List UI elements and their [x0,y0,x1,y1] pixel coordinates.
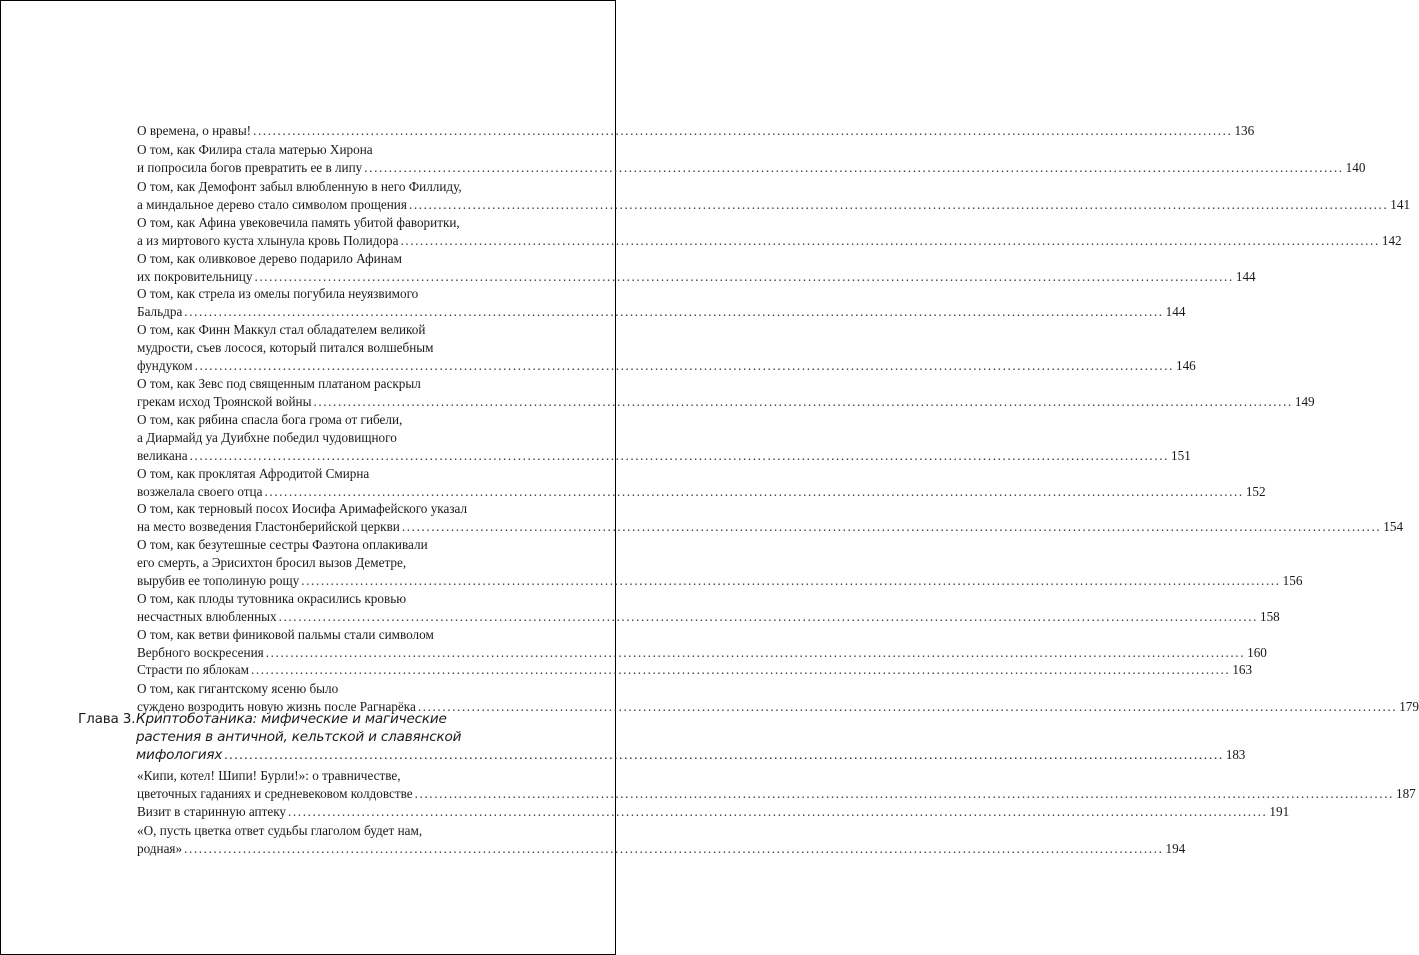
toc-page-number: 179 [1399,699,1419,715]
toc-entry-demofont[interactable] [137,178,1411,214]
toc-page-number: 136 [1234,123,1255,138]
toc-entry-olive[interactable] [137,250,1256,286]
toc-entry-title: Визит в старинную аптеку [137,804,287,819]
leader-dots: ........................................................................................................................................................................................................ [189,448,1169,464]
toc-entry-title: и попросила богов превратить ее в липу [137,160,363,176]
toc-entry-title: а из миртового куста хлынула кровь Полидора [137,233,399,249]
toc-page-number: 156 [1282,573,1303,589]
leader-dots: ........................................................................................................................................................................................................ [184,304,1164,320]
toc-page-number: 151 [1171,448,1191,464]
leader-dots: ........................................................................................................................................................................................................ [313,394,1293,410]
toc-entry-title: грекам исход Троянской войны [137,394,312,410]
leader-dots: ........................................................................................................................................................................................................ [400,233,1380,249]
leader-dots: ........................................................................................................................................................................................................ [301,573,1281,589]
toc-entry-title: Страсти по яблокам [137,662,249,677]
leader-dots: ........................................................................................................................................................................................................ [288,804,1268,819]
toc-entry-baldr[interactable] [137,285,1186,321]
toc-entry-line: его смерть, а Эрисихтон бросил вызов Деметре, [137,555,407,571]
toc-entry-line: О том, как оливковое дерево подарило Афинам [137,251,402,266]
toc-page-number: 154 [1383,519,1404,535]
toc-entry-title: цветочных гаданиях и средневековом колдовстве [137,786,413,802]
toc-page-number: 187 [1395,786,1416,802]
toc-entry-filira[interactable] [137,141,1366,177]
toc-entry-line: О том, как безутешные сестры Фаэтона оплакивали [137,537,428,552]
leader-dots: ........................................................................................................................................................................................................ [278,609,1258,625]
leader-dots: ........................................................................................................................................................................................................ [417,699,1398,715]
toc-page-number: 160 [1247,645,1267,661]
toc-page-number: 140 [1345,160,1366,176]
toc-entry-iosif[interactable] [137,500,1404,536]
toc-page-number: 194 [1165,841,1186,857]
toc-entry-line: О том, как Финн Маккул стал обладателем великой [137,322,426,337]
toc-page-number: 158 [1259,609,1280,625]
leader-dots: ........................................................................................................................................................................................................ [364,160,1344,176]
toc-page-number: 149 [1294,394,1315,410]
toc-entry-title: О времена, о нравы! [137,123,252,138]
leader-dots: ........................................................................................................................................................................................................ [264,484,1244,500]
toc-entry-title: Бальдра [137,304,183,320]
toc-entry-title: их покровительницу [137,269,253,285]
toc-page-number: 146 [1175,358,1196,374]
toc-entry-line: О том, как ветви финиковой пальмы стали символом [137,627,434,642]
toc-entry-rowan[interactable] [137,411,1191,466]
toc-page-number: 152 [1245,484,1266,500]
toc-entry-afina-mirt[interactable] [137,214,1402,250]
toc-entry-title: великана [137,448,188,464]
chapter-title-line: растения в античной, кельтской и славянской [136,728,462,745]
toc-entry-title: а миндальное дерево стало символом прощения [137,197,407,213]
toc-entry-title: возжелала своего отца [137,484,263,500]
toc-entry-kipi-kotel[interactable] [137,767,1416,803]
toc-entry-line: мудрости, съев лосося, который питался волшебным [137,340,434,356]
toc-page-number: 142 [1381,233,1402,249]
toc-entry-title: фундуком [137,358,193,374]
toc-page-number: 141 [1390,197,1411,213]
toc-entry-line: О том, как рябина спасла бога грома от гибели, [137,412,403,427]
toc-entry-line: О том, как Демофонт забыл влюбленную в него Филлиду, [137,179,462,194]
toc-page-number: 144 [1165,304,1186,320]
leader-dots: ........................................................................................................................................................................................................ [253,123,1233,138]
chapter-title-line: Криптоботаника: мифические и магические [136,711,447,727]
toc-entry-line: О том, как Афина увековечила память убитой фаворитки, [137,215,460,230]
toc-entry-line: О том, как Филира стала матерью Хирона [137,142,373,157]
toc-entry-title: на место возведения Гластонберийской церкви [137,519,400,535]
toc-entry-title: родная» [137,841,183,857]
toc-entry-title: суждено возродить новую жизнь после Рагнарёка [137,699,416,715]
toc-entry-line: О том, как стрела из омелы погубила неуязвимого [137,286,419,301]
leader-dots: ........................................................................................................................................................................................................ [194,358,1174,374]
toc-entry-o-vremena[interactable] [137,122,1255,140]
toc-entry-palm[interactable] [137,626,1267,662]
toc-entry-title: Вербного воскресения [137,645,264,661]
toc-entry-line: О том, как гигантскому ясеню было [137,681,339,696]
toc-entry-title: несчастных влюбленных [137,609,277,625]
toc-entry-smirna[interactable] [137,465,1266,501]
chapter-label: Глава 3. [78,711,136,727]
chapter-title-line: мифологиях [136,747,223,763]
toc-page-number: 191 [1269,804,1290,819]
leader-dots: ........................................................................................................................................................................................................ [250,662,1231,677]
toc-entry-line: «О, пусть цветка ответ судьбы глаголом будет нам, [137,823,423,838]
toc-entry-rodnaya[interactable] [137,822,1186,858]
toc-entry-zeus[interactable] [137,375,1315,411]
toc-entry-line: а Диармайд уа Дуибхне победил чудовищного [137,430,397,446]
leader-dots: ........................................................................................................................................................................................................ [401,519,1382,535]
toc-page-number: 183 [1225,747,1246,762]
leader-dots: ........................................................................................................................................................................................................ [265,645,1246,661]
toc-page-number: 144 [1235,269,1256,285]
toc-entry-apples[interactable] [137,661,1253,679]
toc-entry-faeton[interactable] [137,536,1303,591]
leader-dots: ........................................................................................................................................................................................................ [408,197,1389,213]
toc-entry-finn[interactable] [137,321,1196,376]
toc-entry-line: О том, как проклятая Афродитой Смирна [137,466,370,481]
toc-entry-line: «Кипи, котел! Шипи! Бурли!»: о травничестве, [137,768,401,783]
toc-entry-apteka[interactable] [137,803,1290,821]
toc-entry-line: О том, как плоды тутовника окрасились кровью [137,591,407,606]
toc-entry-mulberry[interactable] [137,590,1280,626]
leader-dots: ........................................................................................................................................................................................................ [184,841,1164,857]
leader-dots: ........................................................................................................................................................................................................ [414,786,1394,802]
toc-entry-title: вырубив ее тополиную рощу [137,573,300,589]
leader-dots: ........................................................................................................................................................................................................ [224,747,1224,762]
toc-entry-line: О том, как Зевс под священным платаном раскрыл [137,376,421,391]
toc-entry-line: О том, как терновый посох Иосифа Аримафейского указал [137,501,468,516]
toc-page-number: 163 [1232,662,1253,677]
leader-dots: ........................................................................................................................................................................................................ [254,269,1234,285]
